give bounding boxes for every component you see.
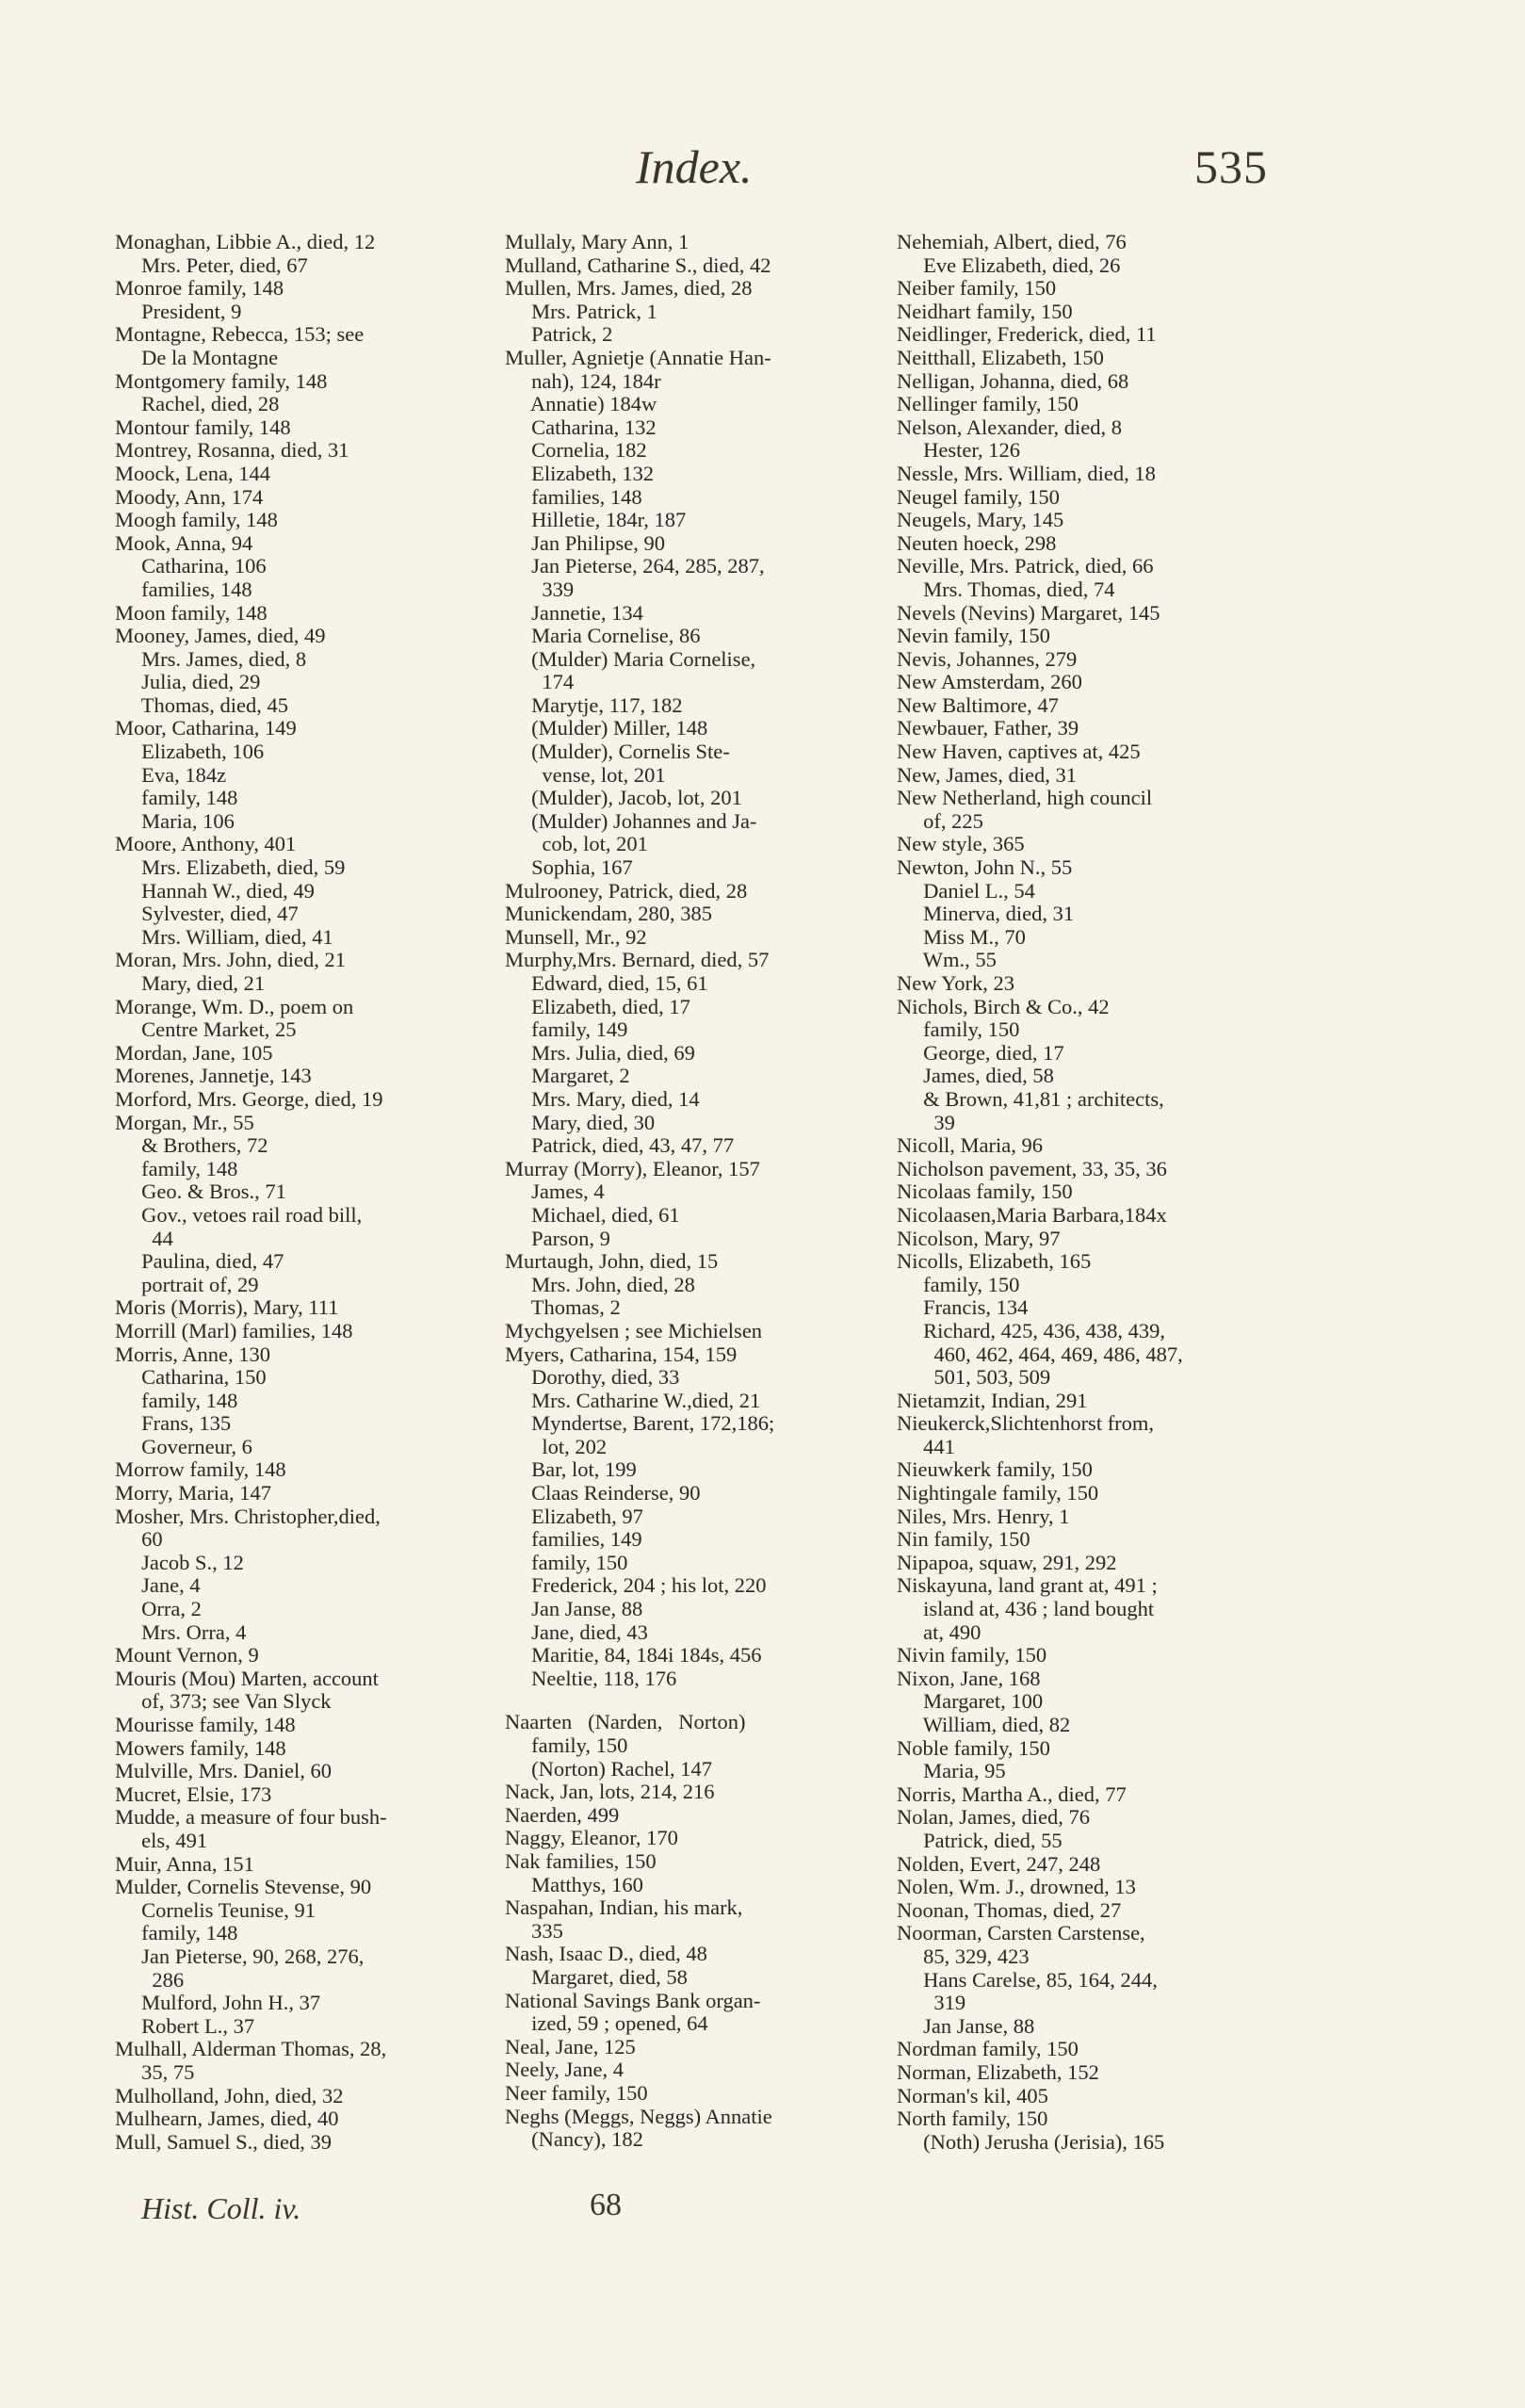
- index-entry: Morenes, Jannetje, 143: [115, 1064, 312, 1088]
- index-entry: vense, lot, 201: [505, 762, 666, 787]
- index-entry: Catharina, 132: [505, 415, 657, 439]
- index-entry: Mychgyelsen ; see Michielsen: [505, 1318, 763, 1342]
- index-entry: Neugel family, 150: [897, 484, 1060, 509]
- index-entry: families, 148: [115, 577, 252, 601]
- index-entry: Mrs. Orra, 4: [115, 1619, 247, 1644]
- index-entry: Catharina, 150: [115, 1365, 267, 1390]
- index-entry: family, 150: [897, 1017, 1020, 1042]
- index-entry: family, 148: [115, 1156, 238, 1180]
- index-entry: 335: [505, 1918, 563, 1943]
- index-entry: Nak families, 150: [505, 1848, 657, 1873]
- index-entry: New Netherland, high council: [897, 786, 1153, 810]
- index-entry: Nixon, Jane, 168: [897, 1666, 1041, 1690]
- index-entry: Eve Elizabeth, died, 26: [897, 252, 1121, 277]
- index-entry: William, died, 82: [897, 1713, 1071, 1736]
- index-entry: De la Montagne: [115, 345, 279, 369]
- index-entry: Richard, 425, 436, 438, 439,: [897, 1318, 1165, 1342]
- index-entry: Bar, lot, 199: [505, 1457, 637, 1482]
- index-entry: Mucret, Elsie, 173: [115, 1782, 272, 1806]
- index-entry: Nordman family, 150: [897, 2037, 1079, 2061]
- index-entry: families, 149: [505, 1527, 642, 1552]
- index-entry: Nash, Isaac D., died, 48: [505, 1942, 707, 1966]
- index-entry: portrait of, 29: [115, 1272, 259, 1296]
- signature-mark: Hist. Coll. iv.: [141, 2191, 301, 2225]
- index-column-3: [897, 231, 1274, 2154]
- index-entry: family, 148: [115, 1388, 238, 1412]
- index-entry: Claas Reinderse, 90: [505, 1481, 701, 1505]
- index-entry: Naerden, 499: [505, 1802, 620, 1827]
- index-entry: 85, 329, 423: [897, 1944, 1030, 1968]
- index-entry: Nevin family, 150: [897, 624, 1050, 648]
- index-entry: Patrick, died, 43, 47, 77: [505, 1133, 735, 1158]
- index-entry: Minerva, died, 31: [897, 902, 1075, 926]
- index-entry: Jan Janse, 88: [897, 2013, 1035, 2038]
- index-entry: Mooney, James, died, 49: [115, 624, 326, 648]
- index-entry: Nicolls, Elizabeth, 165: [897, 1249, 1092, 1274]
- index-entry: Nelligan, Johanna, died, 68: [897, 368, 1129, 393]
- index-entry: Neville, Mrs. Patrick, died, 66: [897, 554, 1154, 578]
- index-entry: Moogh family, 148: [115, 508, 278, 532]
- index-entry: Maria Cornelise, 86: [505, 624, 701, 648]
- section-gap: [505, 1690, 882, 1711]
- index-entry: Mrs. James, died, 8: [115, 646, 307, 671]
- index-entry: Cornelia, 182: [505, 438, 647, 463]
- index-entry: Neidlinger, Frederick, died, 11: [897, 322, 1157, 347]
- index-entry: Neer family, 150: [505, 2080, 648, 2105]
- index-entry: Nipapoa, squaw, 291, 292: [897, 1550, 1117, 1574]
- index-entry: Montrey, Rosanna, died, 31: [115, 438, 349, 463]
- index-entry: North family, 150: [897, 2107, 1048, 2131]
- index-entry: family, 148: [115, 1921, 238, 1945]
- index-entry: Mrs. Thomas, died, 74: [897, 577, 1115, 601]
- index-entry: New style, 365: [897, 832, 1025, 856]
- index-entry: Mrs. Catharine W.,died, 21: [505, 1388, 761, 1412]
- index-entry: Neeltie, 118, 176: [505, 1666, 677, 1690]
- index-entry: Mouris (Mou) Marten, account: [115, 1666, 379, 1690]
- index-entry: Norris, Martha A., died, 77: [897, 1782, 1127, 1806]
- index-entry: Mowers family, 148: [115, 1735, 286, 1760]
- index-entry: Sophia, 167: [505, 855, 633, 880]
- index-entry: Mulholland, John, died, 32: [115, 2083, 344, 2107]
- index-entry: Thomas, died, 45: [115, 692, 288, 717]
- index-entry: Neidhart family, 150: [897, 299, 1073, 323]
- index-entry: New, James, died, 31: [897, 762, 1077, 787]
- index-entry: Mull, Samuel S., died, 39: [115, 2129, 332, 2154]
- index-entry: Jane, died, 43: [505, 1619, 648, 1644]
- index-entry: Nolen, Wm. J., drowned, 13: [897, 1875, 1136, 1899]
- index-entry: 319: [897, 1991, 966, 2015]
- index-entry: New York, 23: [897, 971, 1015, 995]
- index-column-2: [505, 231, 882, 2152]
- index-entry: Murray (Morry), Eleanor, 157: [505, 1156, 760, 1180]
- index-entry: family, 150: [897, 1272, 1020, 1296]
- index-entry: Michael, died, 61: [505, 1202, 680, 1227]
- index-entry: Morris, Anne, 130: [115, 1342, 270, 1366]
- index-entry: Patrick, 2: [505, 322, 613, 347]
- index-entry: family, 150: [505, 1733, 628, 1757]
- index-entry: Morrow family, 148: [115, 1457, 286, 1482]
- index-entry: Nieuwkerk family, 150: [897, 1457, 1093, 1482]
- index-entry: Neitthall, Elizabeth, 150: [897, 345, 1104, 369]
- index-entry: Centre Market, 25: [115, 1017, 297, 1042]
- index-entry: family, 150: [505, 1550, 628, 1574]
- index-entry: Thomas, 2: [505, 1295, 621, 1320]
- index-entry: Mount Vernon, 9: [115, 1643, 259, 1668]
- index-entry: (Mulder) Johannes and Ja-: [505, 808, 757, 833]
- index-entry: Mourisse family, 148: [115, 1713, 296, 1736]
- index-entry: Nessle, Mrs. William, died, 18: [897, 461, 1156, 485]
- index-entry: Noorman, Carsten Carstense,: [897, 1921, 1145, 1945]
- index-entry: Moris (Morris), Mary, 111: [115, 1295, 339, 1320]
- index-entry: Hannah W., died, 49: [115, 878, 315, 903]
- index-entry: Mulrooney, Patrick, died, 28: [505, 878, 748, 903]
- index-entry: Maria, 106: [115, 808, 235, 833]
- index-entry: Nicolaas family, 150: [897, 1180, 1073, 1204]
- index-entry: Mulford, John H., 37: [115, 1991, 321, 2015]
- index-entry: Morange, Wm. D., poem on: [115, 994, 354, 1018]
- index-entry: Jan Pieterse, 264, 285, 287,: [505, 554, 765, 578]
- index-entry: Nevis, Johannes, 279: [897, 646, 1078, 671]
- index-entry: 501, 503, 509: [897, 1365, 1051, 1390]
- index-entry: Munickendam, 280, 385: [505, 902, 712, 926]
- index-entry: Morgan, Mr., 55: [115, 1110, 254, 1134]
- index-entry: 60: [115, 1527, 163, 1552]
- index-entry: Frederick, 204 ; his lot, 220: [505, 1573, 767, 1598]
- index-entry: Elizabeth, died, 17: [505, 994, 690, 1018]
- index-entry: Murphy,Mrs. Bernard, died, 57: [505, 948, 770, 972]
- index-column-1: [115, 231, 490, 2154]
- index-entry: Naarten (Narden, Norton): [505, 1710, 746, 1734]
- index-entry: 286: [115, 1967, 185, 1992]
- index-entry: Munsell, Mr., 92: [505, 924, 647, 949]
- index-entry: 35, 75: [115, 2059, 195, 2084]
- index-entry: Geo. & Bros., 71: [115, 1180, 286, 1204]
- index-entry: Montgomery family, 148: [115, 368, 328, 393]
- index-entry: Niles, Mrs. Henry, 1: [897, 1504, 1070, 1528]
- index-entry: nah), 124, 184r: [505, 368, 661, 393]
- index-entry: Paulina, died, 47: [115, 1249, 284, 1274]
- index-entry: Muir, Anna, 151: [115, 1851, 254, 1876]
- index-entry: Mulhearn, James, died, 40: [115, 2107, 339, 2131]
- index-entry: Neuten hoeck, 298: [897, 530, 1057, 555]
- index-entry: Neal, Jane, 125: [505, 2034, 636, 2058]
- index-entry: Moock, Lena, 144: [115, 461, 270, 485]
- index-entry: Nieukerck,Slichtenhorst from,: [897, 1411, 1155, 1436]
- index-entry: Frans, 135: [115, 1411, 232, 1436]
- index-entry: Mullen, Mrs. James, died, 28: [505, 276, 753, 301]
- index-entry: Nolden, Evert, 247, 248: [897, 1851, 1101, 1876]
- index-entry: Moran, Mrs. John, died, 21: [115, 948, 346, 972]
- index-entry: Neiber family, 150: [897, 276, 1057, 301]
- index-entry: Catharina, 106: [115, 554, 267, 578]
- index-entry: Margaret, died, 58: [505, 1964, 688, 1989]
- index-entry: Dorothy, died, 33: [505, 1365, 680, 1390]
- index-entry: Mary, died, 30: [505, 1110, 656, 1134]
- index-entry: Marytje, 117, 182: [505, 692, 683, 717]
- index-entry: Eva, 184z: [115, 762, 227, 787]
- index-entry: Daniel L., 54: [897, 878, 1035, 903]
- page-number: 535: [1194, 140, 1268, 193]
- index-entry: Myers, Catharina, 154, 159: [505, 1342, 738, 1366]
- index-entry: Mudde, a measure of four bush-: [115, 1805, 387, 1830]
- index-entry: 441: [897, 1434, 955, 1458]
- index-entry: Gov., vetoes rail road bill,: [115, 1202, 363, 1227]
- index-entry: Montour family, 148: [115, 415, 291, 439]
- index-entry: Nolan, James, died, 76: [897, 1805, 1090, 1830]
- sheet-number: 68: [590, 2188, 622, 2222]
- index-entry: Rachel, died, 28: [115, 392, 280, 416]
- index-entry: (Mulder), Cornelis Ste-: [505, 740, 730, 764]
- index-entry: Noble family, 150: [897, 1735, 1050, 1760]
- index-entry: Margaret, 100: [897, 1689, 1044, 1714]
- index-entry: Newbauer, Father, 39: [897, 716, 1079, 740]
- index-entry: 44: [115, 1226, 173, 1250]
- index-entry: James, 4: [505, 1180, 605, 1204]
- index-entry: Sylvester, died, 47: [115, 902, 299, 926]
- index-entry: Murtaugh, John, died, 15: [505, 1249, 719, 1274]
- index-entry: of, 225: [897, 808, 983, 833]
- index-entry: Nietamzit, Indian, 291: [897, 1388, 1088, 1412]
- index-entry: Governeur, 6: [115, 1434, 252, 1458]
- index-entry: Elizabeth, 132: [505, 461, 655, 485]
- index-entry: Mordan, Jane, 105: [115, 1040, 273, 1065]
- index-entry: Moore, Anthony, 401: [115, 832, 297, 856]
- index-entry: Morrill (Marl) families, 148: [115, 1318, 353, 1342]
- index-entry: Edward, died, 15, 61: [505, 971, 708, 995]
- index-entry: James, died, 58: [897, 1064, 1054, 1088]
- index-entry: Moor, Catharina, 149: [115, 716, 297, 740]
- index-entry: Hester, 126: [897, 438, 1020, 463]
- index-entry: els, 491: [115, 1828, 208, 1852]
- index-entry: Montagne, Rebecca, 153; see: [115, 322, 365, 347]
- index-entry: Mrs. John, died, 28: [505, 1272, 695, 1296]
- index-entry: Mary, died, 21: [115, 971, 266, 995]
- index-entry: Nicolson, Mary, 97: [897, 1226, 1061, 1250]
- index-entry: Orra, 2: [115, 1597, 202, 1621]
- index-entry: Muller, Agnietje (Annatie Han-: [505, 345, 771, 369]
- index-entry: Moon family, 148: [115, 600, 268, 625]
- index-entry: Hilletie, 184r, 187: [505, 508, 687, 532]
- index-entry: (Mulder) Miller, 148: [505, 716, 708, 740]
- index-entry: Mullaly, Mary Ann, 1: [505, 230, 689, 253]
- index-entry: Patrick, died, 55: [897, 1828, 1063, 1852]
- index-entry: Mosher, Mrs. Christopher,died,: [115, 1504, 381, 1528]
- index-entry: Nelson, Alexander, died, 8: [897, 415, 1123, 439]
- index-entry: family, 148: [115, 786, 238, 810]
- index-entry: Mrs. Mary, died, 14: [505, 1086, 700, 1111]
- index-entry: Nellinger family, 150: [897, 392, 1079, 416]
- index-entry: Myndertse, Barent, 172,186;: [505, 1411, 775, 1436]
- index-entry: George, died, 17: [897, 1040, 1064, 1065]
- index-entry: New Haven, captives at, 425: [897, 740, 1141, 764]
- index-entry: Mrs. Elizabeth, died, 59: [115, 855, 346, 880]
- index-entry: lot, 202: [505, 1434, 608, 1458]
- index-entry: (Noth) Jerusha (Jerisia), 165: [897, 2129, 1165, 2154]
- index-entry: Naspahan, Indian, his mark,: [505, 1895, 743, 1920]
- index-entry: Norman, Elizabeth, 152: [897, 2059, 1099, 2084]
- index-entry: 39: [897, 1110, 955, 1134]
- index-entry: Wm., 55: [897, 948, 997, 972]
- index-entry: Elizabeth, 106: [115, 740, 265, 764]
- index-entry: Nevels (Nevins) Margaret, 145: [897, 600, 1160, 625]
- index-entry: Nicholson pavement, 33, 35, 36: [897, 1156, 1167, 1180]
- index-entry: National Savings Bank organ-: [505, 1988, 761, 2012]
- index-entry: family, 149: [505, 1017, 628, 1042]
- index-entry: (Norton) Rachel, 147: [505, 1756, 712, 1781]
- index-entry: 174: [505, 670, 575, 694]
- index-entry: Morry, Maria, 147: [115, 1481, 272, 1505]
- index-entry: Elizabeth, 97: [505, 1504, 643, 1528]
- index-entry: Nichols, Birch & Co., 42: [897, 994, 1110, 1018]
- index-entry: Monroe family, 148: [115, 276, 284, 301]
- index-entry: of, 373; see Van Slyck: [115, 1689, 332, 1714]
- index-entry: Parson, 9: [505, 1226, 610, 1250]
- index-entry: Nehemiah, Albert, died, 76: [897, 230, 1127, 253]
- index-entry: Neugels, Mary, 145: [897, 508, 1064, 532]
- index-entry: Moody, Ann, 174: [115, 484, 264, 509]
- index-entry: families, 148: [505, 484, 642, 509]
- index-entry: Norman's kil, 405: [897, 2083, 1048, 2107]
- index-entry: Nicolaasen,Maria Barbara,184x: [897, 1202, 1167, 1227]
- index-entry: Jan Pieterse, 90, 268, 276,: [115, 1944, 365, 1968]
- index-entry: 460, 462, 464, 469, 486, 487,: [897, 1342, 1183, 1366]
- index-entry: Newton, John N., 55: [897, 855, 1073, 880]
- index-entry: Cornelis Teunise, 91: [115, 1897, 316, 1922]
- index-entry: Jacob S., 12: [115, 1550, 244, 1574]
- index-entry: Francis, 134: [897, 1295, 1029, 1320]
- index-entry: Neghs (Meggs, Neggs) Annatie: [505, 2104, 772, 2128]
- index-entry: Maria, 95: [897, 1759, 1006, 1783]
- index-entry: Jane, 4: [115, 1573, 201, 1598]
- index-entry: Naggy, Eleanor, 170: [505, 1826, 678, 1850]
- index-entry: & Brothers, 72: [115, 1133, 268, 1158]
- index-entry: cob, lot, 201: [505, 832, 648, 856]
- index-entry: & Brown, 41,81 ; architects,: [897, 1086, 1164, 1111]
- index-entry: Noonan, Thomas, died, 27: [897, 1897, 1122, 1922]
- index-entry: at, 490: [897, 1619, 982, 1644]
- index-entry: Jannetie, 134: [505, 600, 643, 625]
- index-entry: Mrs. Patrick, 1: [505, 299, 657, 323]
- index-entry: New Amsterdam, 260: [897, 670, 1082, 694]
- index-entry: Mrs. William, died, 41: [115, 924, 333, 949]
- index-entry: Mulhall, Alderman Thomas, 28,: [115, 2037, 387, 2061]
- index-entry: Robert L., 37: [115, 2013, 255, 2038]
- index-entry: Monaghan, Libbie A., died, 12: [115, 230, 376, 253]
- index-entry: (Mulder) Maria Cornelise,: [505, 646, 756, 671]
- running-head-title: Index.: [636, 140, 753, 193]
- index-entry: Jan Janse, 88: [505, 1597, 643, 1621]
- index-entry: Julia, died, 29: [115, 670, 261, 694]
- index-entry: Niskayuna, land grant at, 491 ;: [897, 1573, 1158, 1598]
- index-entry: Mook, Anna, 94: [115, 530, 253, 555]
- index-entry: Nin family, 150: [897, 1527, 1030, 1552]
- index-entry: (Mulder), Jacob, lot, 201: [505, 786, 742, 810]
- index-entry: Maritie, 84, 184i 184s, 456: [505, 1643, 762, 1668]
- index-entry: Mulland, Catharine S., died, 42: [505, 252, 771, 277]
- index-entry: President, 9: [115, 299, 242, 323]
- index-entry: ized, 59 ; opened, 64: [505, 2011, 708, 2036]
- index-entry: Annatie) 184w: [505, 392, 657, 416]
- index-entry: Nightingale family, 150: [897, 1481, 1099, 1505]
- index-entry: Neely, Jane, 4: [505, 2058, 624, 2082]
- index-entry: Mrs. Julia, died, 69: [505, 1040, 695, 1065]
- index-entry: 339: [505, 577, 575, 601]
- index-entry: Nack, Jan, lots, 214, 216: [505, 1780, 715, 1804]
- index-entry: Hans Carelse, 85, 164, 244,: [897, 1967, 1158, 1992]
- index-entry: Morford, Mrs. George, died, 19: [115, 1086, 383, 1111]
- index-entry: Nivin family, 150: [897, 1643, 1047, 1668]
- index-entry: New Baltimore, 47: [897, 692, 1059, 717]
- index-entry: (Nancy), 182: [505, 2127, 643, 2152]
- index-entry: Miss M., 70: [897, 924, 1026, 949]
- index-entry: Matthys, 160: [505, 1872, 643, 1896]
- index-entry: Mulville, Mrs. Daniel, 60: [115, 1759, 332, 1783]
- index-entry: Margaret, 2: [505, 1064, 630, 1088]
- index-entry: Jan Philipse, 90: [505, 530, 666, 555]
- index-entry: Nicoll, Maria, 96: [897, 1133, 1043, 1158]
- index-entry: Mrs. Peter, died, 67: [115, 252, 308, 277]
- index-entry: island at, 436 ; land bought: [897, 1597, 1155, 1621]
- index-entry: Mulder, Cornelis Stevense, 90: [115, 1875, 372, 1899]
